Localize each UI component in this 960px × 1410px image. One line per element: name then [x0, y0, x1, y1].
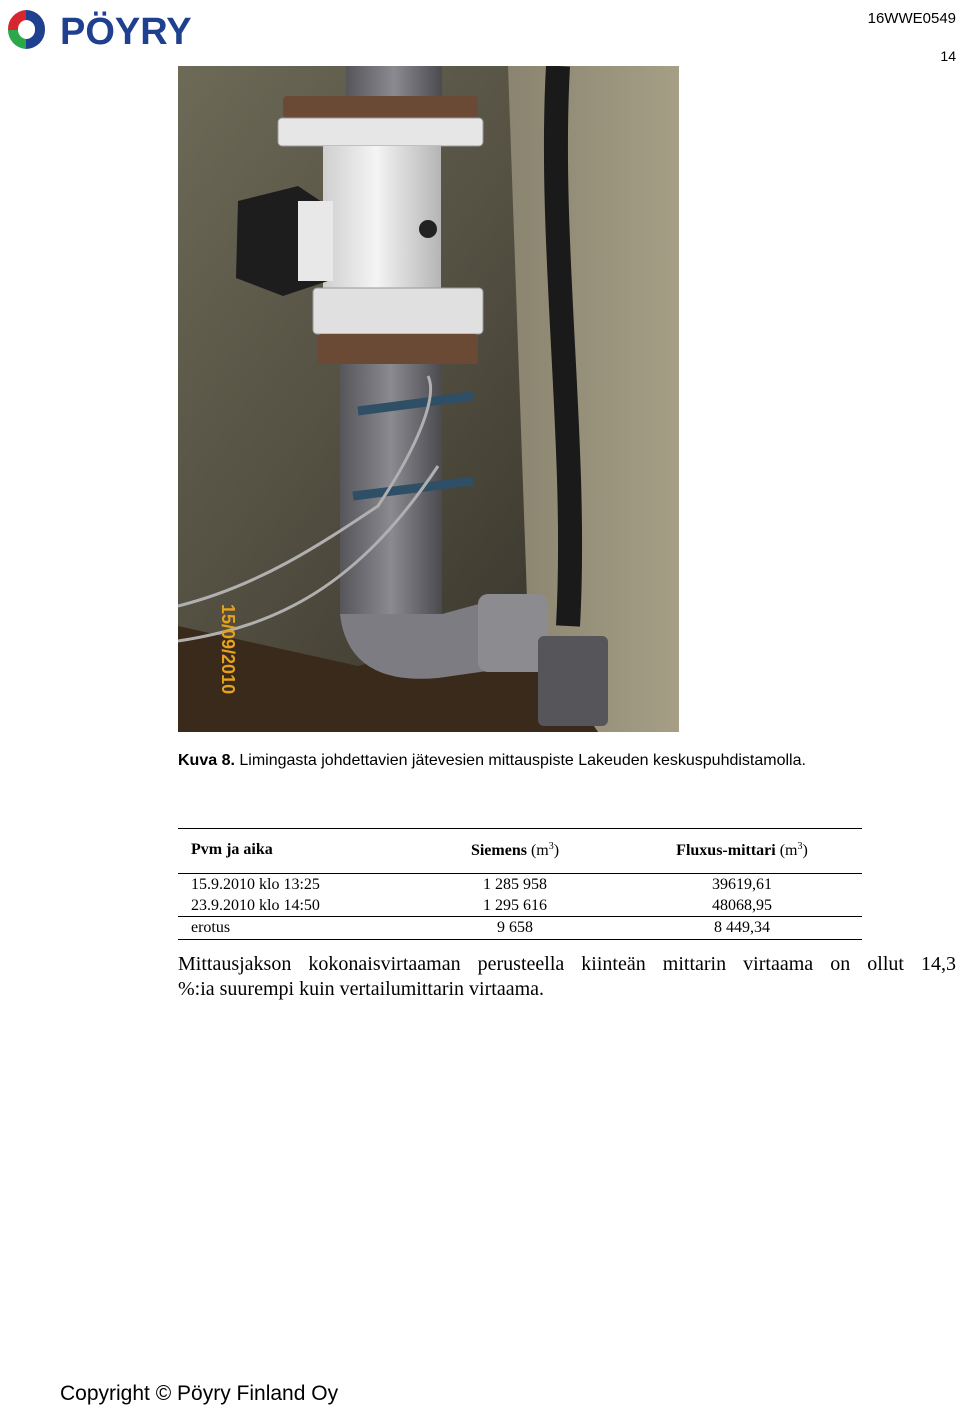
row-date: 23.9.2010 klo 14:50	[191, 897, 320, 914]
body-paragraph	[178, 952, 956, 1002]
header-date: Pvm ja aika	[191, 841, 273, 858]
poyry-logo	[4, 6, 244, 52]
body-line-1: Mittausjakson kokonaisvirtaaman perusteella kiinteän mittarin virtaama on ollut 14,3	[178, 953, 956, 975]
caption-label: Kuva 8.	[178, 752, 235, 769]
measurement-table	[178, 828, 862, 940]
table-row: 15.9.2010 klo 13:25 1 285 958 39619,61	[191, 876, 772, 893]
logo-wordmark: PÖYRY	[60, 11, 192, 52]
document-id: 16WWE0549	[867, 10, 956, 27]
photo-date-stamp: 15/09/2010	[218, 604, 238, 695]
table-diff-row: erotus 9 658 8 449,34	[178, 916, 862, 940]
figure-caption	[178, 752, 806, 770]
body-line-2: %:ia suurempi kuin vertailumittarin virtaama.	[178, 978, 545, 1000]
poyry-swirl-icon	[8, 10, 45, 49]
footer-copyright: Copyright © Pöyry Finland Oy	[60, 1382, 339, 1405]
row-date: 15.9.2010 klo 13:25	[191, 876, 320, 893]
diff-label: erotus	[191, 919, 231, 936]
table-row: 23.9.2010 klo 14:50 1 295 616 48068,95	[191, 897, 772, 914]
page-number: 14	[940, 48, 956, 64]
caption-text: Limingasta johdettavien jätevesien mittauspiste Lakeuden keskuspuhdistamolla.	[239, 752, 806, 769]
table-header-row: Pvm ja aika Siemens $(m^3)$ Fluxus-mittari $(m^3)$	[178, 828, 862, 874]
measurement-point-photo	[178, 66, 679, 732]
